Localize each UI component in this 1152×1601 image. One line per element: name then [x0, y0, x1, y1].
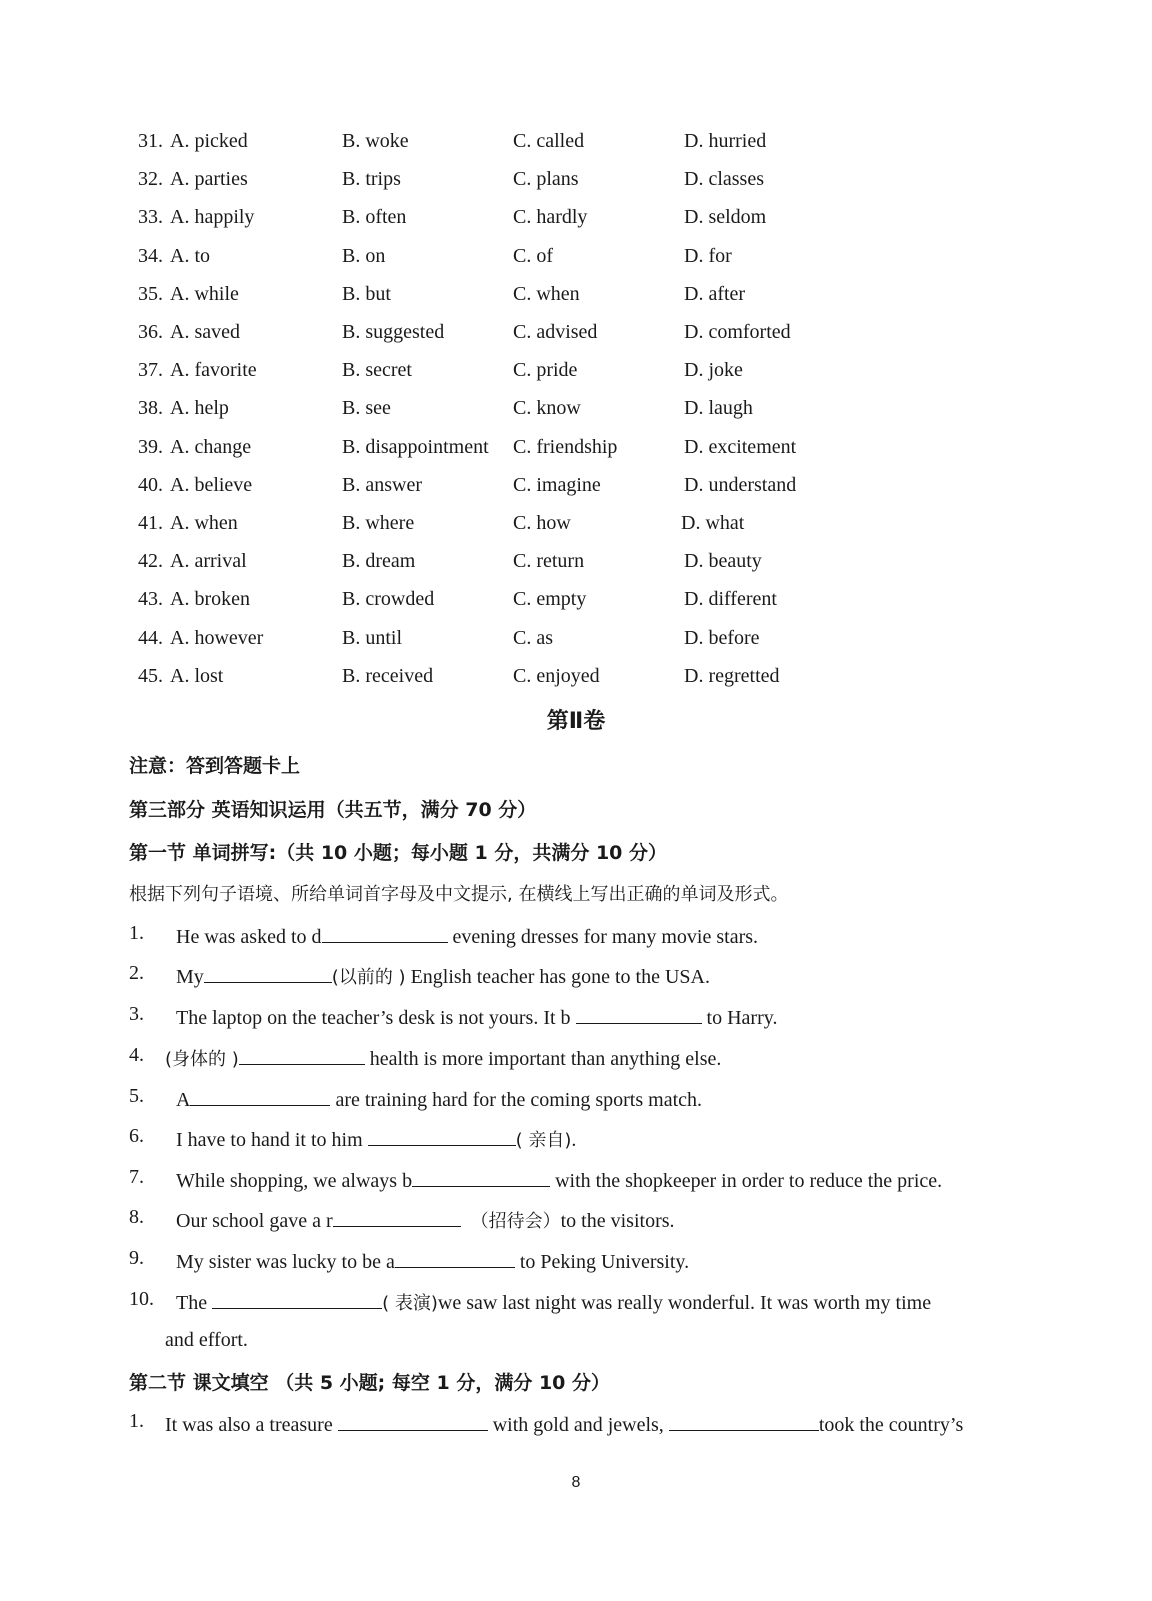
note-heading: 注意：答到答题卡上: [129, 755, 301, 777]
question-number: 31.: [138, 130, 163, 152]
option-row: [0, 504, 1152, 542]
option-b[interactable]: B. woke: [342, 130, 409, 152]
question-number: 44.: [138, 626, 163, 649]
question-number: 41.: [138, 512, 163, 534]
option-a[interactable]: A. help: [170, 397, 229, 420]
option-c[interactable]: C. advised: [513, 321, 598, 343]
page-number: 8: [571, 1474, 581, 1491]
option-b[interactable]: B. dream: [342, 550, 416, 573]
option-row: [0, 198, 1152, 236]
question-text: The laptop on the teacher’s desk is not yours. It b to Harry.: [176, 1003, 777, 1030]
option-b[interactable]: B. trips: [342, 168, 401, 191]
option-b[interactable]: B. on: [342, 244, 386, 267]
option-a[interactable]: A. while: [170, 282, 239, 305]
option-row: [0, 351, 1152, 389]
option-d[interactable]: D. before: [684, 626, 760, 649]
question-number: 10.: [129, 1288, 154, 1310]
volume-title: 第Ⅱ卷: [546, 709, 606, 734]
option-row: [0, 275, 1152, 313]
option-d[interactable]: D. beauty: [684, 550, 762, 573]
option-d[interactable]: D. laugh: [684, 397, 753, 420]
option-c[interactable]: C. return: [513, 550, 585, 573]
question-number: 3.: [129, 1003, 144, 1025]
option-row: [0, 542, 1152, 580]
option-c[interactable]: C. pride: [513, 359, 578, 382]
answer-blank[interactable]: [669, 1410, 819, 1431]
option-a[interactable]: A. lost: [170, 664, 224, 687]
option-row: [0, 237, 1152, 275]
question-number: 32.: [138, 168, 163, 191]
answer-blank[interactable]: [204, 962, 332, 983]
option-d[interactable]: D. seldom: [684, 206, 767, 229]
option-row: [0, 389, 1152, 427]
option-row: [0, 619, 1152, 657]
option-row: [0, 466, 1152, 504]
option-a[interactable]: A. broken: [170, 588, 250, 611]
answer-blank[interactable]: [322, 922, 448, 943]
answer-blank[interactable]: [338, 1410, 488, 1431]
part-three-heading: 第三部分 英语知识运用（共五节，满分 70 分）: [129, 799, 537, 821]
answer-blank[interactable]: [576, 1003, 702, 1024]
answer-blank[interactable]: [368, 1125, 516, 1146]
option-a[interactable]: A. parties: [170, 168, 248, 191]
answer-blank[interactable]: [333, 1206, 461, 1227]
option-row: [0, 160, 1152, 198]
option-b[interactable]: B. answer: [342, 473, 422, 496]
option-d[interactable]: D. hurried: [684, 130, 767, 152]
option-d[interactable]: D. comforted: [684, 321, 791, 343]
option-a[interactable]: A. favorite: [170, 359, 257, 382]
question-text: While shopping, we always b with the shopkeeper in order to reduce the price.: [176, 1166, 942, 1193]
option-c[interactable]: C. imagine: [513, 473, 601, 496]
option-c[interactable]: C. hardly: [513, 206, 588, 229]
question-number: 43.: [138, 588, 163, 611]
option-d[interactable]: D. different: [684, 588, 777, 611]
question-number: 35.: [138, 282, 163, 305]
option-a[interactable]: A. picked: [170, 130, 248, 152]
option-c[interactable]: C. called: [513, 130, 585, 152]
option-b[interactable]: B. crowded: [342, 588, 435, 611]
question-number: 6.: [129, 1125, 144, 1147]
option-b[interactable]: B. suggested: [342, 321, 445, 343]
option-b[interactable]: B. often: [342, 206, 407, 229]
option-c[interactable]: C. how: [513, 512, 571, 534]
option-d[interactable]: D. classes: [684, 168, 764, 191]
question-number: 4.: [129, 1044, 144, 1066]
option-c[interactable]: C. know: [513, 397, 581, 420]
question-text: A are training hard for the coming sports match.: [176, 1085, 702, 1112]
option-c[interactable]: C. plans: [513, 168, 579, 191]
question-number: 8.: [129, 1206, 144, 1228]
question-number: 34.: [138, 244, 163, 267]
answer-blank[interactable]: [239, 1044, 365, 1065]
option-b[interactable]: B. secret: [342, 359, 412, 382]
option-row: [0, 580, 1152, 618]
question-10-continued: and effort.: [165, 1329, 248, 1351]
question-text: The ( 表演)we saw last night was really wonderful. It was worth my time: [176, 1288, 931, 1315]
question-number: 5.: [129, 1085, 144, 1107]
option-row: [0, 122, 1152, 160]
question-text: (身体的 ) health is more important than anything else.: [165, 1044, 721, 1071]
question-text: It was also a treasure with gold and jewels, took the country’s: [165, 1410, 963, 1437]
option-d[interactable]: D. what: [681, 512, 745, 534]
question-number: 37.: [138, 359, 163, 382]
question-text: My (以前的 ) English teacher has gone to the USA.: [176, 962, 710, 989]
question-number: 39.: [138, 435, 163, 458]
option-a[interactable]: A. saved: [170, 321, 240, 343]
question-text: My sister was lucky to be a to Peking University.: [176, 1247, 689, 1274]
question-text: Our school gave a r （招待会）to the visitors.: [176, 1206, 675, 1233]
option-c[interactable]: C. friendship: [513, 435, 618, 458]
answer-blank[interactable]: [412, 1166, 550, 1187]
section-one-heading: 第一节 单词拼写:（共 10 小题；每小题 1 分，共满分 10 分）: [129, 842, 668, 864]
section-two-heading: 第二节 课文填空 （共 5 小题; 每空 1 分，满分 10 分）: [129, 1372, 611, 1394]
question-number: 42.: [138, 550, 163, 573]
section-one-instruction: 根据下列句子语境、所给单词首字母及中文提示, 在横线上写出正确的单词及形式。: [129, 884, 789, 905]
answer-blank[interactable]: [395, 1247, 515, 1268]
option-d[interactable]: D. joke: [684, 359, 743, 382]
answer-blank[interactable]: [212, 1288, 382, 1309]
option-a[interactable]: A. change: [170, 435, 252, 458]
option-a[interactable]: A. believe: [170, 473, 253, 496]
option-a[interactable]: A. to: [170, 244, 210, 267]
option-b[interactable]: B. see: [342, 397, 391, 420]
option-row: [0, 428, 1152, 466]
option-b[interactable]: B. until: [342, 626, 403, 649]
question-text: He was asked to d evening dresses for many movie stars.: [176, 922, 758, 949]
question-number: 1.: [129, 1410, 144, 1432]
question-number: 38.: [138, 397, 163, 420]
option-d[interactable]: D. understand: [684, 473, 797, 496]
option-d[interactable]: D. regretted: [684, 664, 780, 687]
option-d[interactable]: D. after: [684, 282, 746, 305]
option-d[interactable]: D. excitement: [684, 435, 797, 458]
option-b[interactable]: B. disappointment: [342, 435, 489, 458]
option-c[interactable]: C. when: [513, 282, 580, 305]
option-row: [0, 313, 1152, 351]
question-number: 2.: [129, 962, 144, 984]
question-number: 45.: [138, 664, 163, 687]
option-a[interactable]: A. however: [170, 626, 264, 649]
question-number: 40.: [138, 473, 163, 496]
option-a[interactable]: A. happily: [170, 206, 255, 229]
answer-blank[interactable]: [190, 1085, 330, 1106]
question-number: 9.: [129, 1247, 144, 1269]
question-number: 1.: [129, 922, 144, 944]
option-b[interactable]: B. received: [342, 664, 434, 687]
option-c[interactable]: C. empty: [513, 588, 587, 611]
option-c[interactable]: C. of: [513, 244, 553, 267]
question-number: 36.: [138, 321, 163, 343]
question-text: I have to hand it to him ( 亲自).: [176, 1125, 576, 1152]
option-b[interactable]: B. where: [342, 512, 415, 534]
option-b[interactable]: B. but: [342, 282, 391, 305]
option-a[interactable]: A. arrival: [170, 550, 247, 573]
question-number: 33.: [138, 206, 163, 229]
option-c[interactable]: C. enjoyed: [513, 664, 600, 687]
option-d[interactable]: D. for: [684, 244, 732, 267]
option-c[interactable]: C. as: [513, 626, 553, 649]
option-a[interactable]: A. when: [170, 512, 238, 534]
option-row: [0, 657, 1152, 695]
question-number: 7.: [129, 1166, 144, 1188]
